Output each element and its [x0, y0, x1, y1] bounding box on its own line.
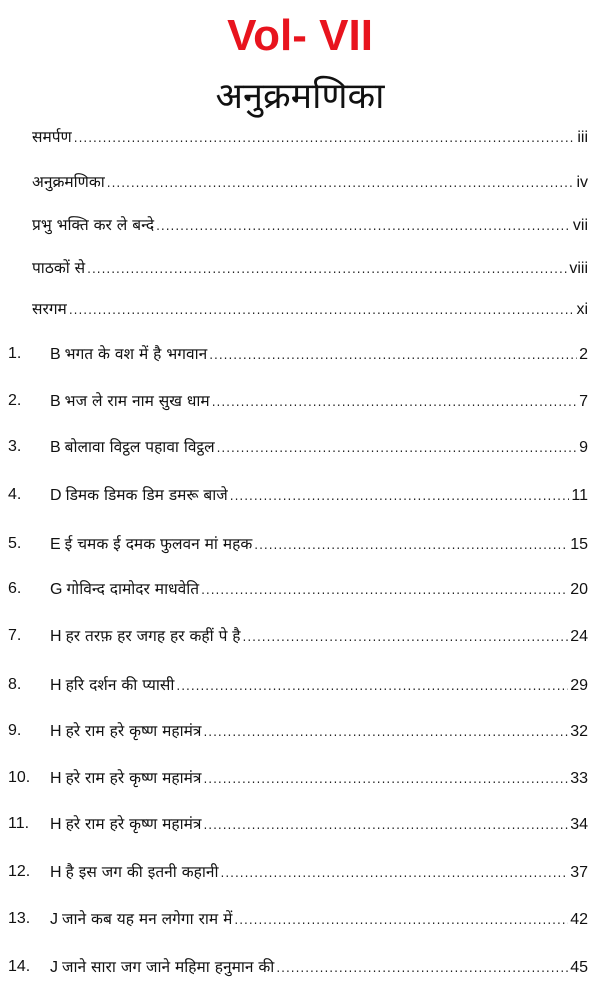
entry-page: vii: [572, 217, 588, 234]
toc-chapter-entry: [0, 433, 600, 461]
dot-leader: [217, 434, 577, 462]
chapter-title: हरे राम हरे कृष्ण महामंत्र: [65, 722, 202, 740]
chapter-page: 7: [579, 393, 588, 410]
chapter-page: 37: [570, 864, 588, 881]
dot-leader: [209, 341, 577, 369]
volume-title: Vol- VII: [227, 11, 373, 60]
chapter-title: हरे राम हरे कृष्ण महामंत्र: [65, 769, 202, 787]
dot-leader: [234, 906, 568, 934]
chapter-letter: B: [50, 393, 61, 410]
toc-front-entry: [0, 254, 600, 282]
chapter-number: 12.: [8, 863, 31, 880]
chapter-letter: B: [50, 439, 61, 456]
entry-title: अनुक्रमणिका: [32, 173, 105, 191]
toc-chapter-entry: [0, 810, 600, 838]
chapter-letter: H: [50, 864, 62, 881]
chapter-title: हरे राम हरे कृष्ण महामंत्र: [65, 815, 202, 833]
chapter-number: 11.: [8, 815, 30, 832]
toc-chapter-entry: [0, 671, 600, 699]
dot-leader: [203, 765, 568, 793]
dot-leader: [203, 811, 568, 839]
toc-chapter-entry: [0, 953, 600, 981]
chapter-title: गोविन्द दामोदर माधवेति: [66, 580, 200, 598]
chapter-title: जाने सारा जग जाने महिमा हनुमान की: [62, 958, 275, 976]
toc-chapter-entry: [0, 764, 600, 792]
entry-page: viii: [569, 260, 588, 277]
entry-title: प्रभु भक्ति कर ले बन्दे: [32, 216, 155, 234]
chapter-page: 24: [570, 628, 588, 645]
chapter-number: 2.: [8, 392, 22, 409]
entry-title: सरगम: [32, 300, 67, 318]
chapter-number: 5.: [8, 535, 22, 552]
toc-chapter-entry: [0, 858, 600, 886]
toc-chapter-entry: [0, 340, 600, 368]
chapter-page: 42: [570, 911, 588, 928]
chapter-number: 7.: [8, 627, 22, 644]
chapter-title: हर तरफ़ हर जगह हर कहीं पे है: [65, 627, 241, 645]
toc-chapter-entry: [0, 575, 600, 603]
dot-leader: [254, 531, 568, 559]
chapter-page: 2: [579, 346, 588, 363]
toc-chapter-entry: [0, 905, 600, 933]
entry-page: iv: [576, 174, 588, 191]
entry-page: iii: [577, 129, 588, 146]
chapter-page: 29: [570, 677, 588, 694]
toc-front-entry: [0, 295, 600, 323]
toc-chapter-entry: [0, 530, 600, 558]
chapter-letter: H: [50, 770, 62, 787]
dot-leader: [212, 388, 577, 416]
chapter-title: ई चमक ई दमक फुलवन मां महक: [64, 535, 253, 553]
chapter-page: 32: [570, 723, 588, 740]
chapter-page: 11: [571, 487, 588, 504]
dot-leader: [69, 296, 575, 324]
entry-page: xi: [576, 301, 588, 318]
entry-title: समर्पण: [32, 128, 72, 146]
chapter-page: 20: [570, 581, 588, 598]
chapter-letter: H: [50, 723, 62, 740]
dot-leader: [276, 954, 568, 982]
dot-leader: [87, 255, 567, 283]
entry-title: पाठकों से: [32, 259, 86, 277]
chapter-title: है इस जग की इतनी कहानी: [65, 863, 219, 881]
toc-front-entry: [0, 123, 600, 151]
chapter-page: 34: [570, 816, 588, 833]
toc-chapter-entry: [0, 622, 600, 650]
toc-chapter-entry: [0, 481, 600, 509]
chapter-number: 4.: [8, 486, 22, 503]
chapter-number: 3.: [8, 438, 22, 455]
chapter-number: 10.: [8, 769, 31, 786]
chapter-page: 33: [570, 770, 588, 787]
dot-leader: [243, 623, 569, 651]
chapter-title: हरि दर्शन की प्यासी: [65, 676, 175, 694]
chapter-letter: J: [50, 911, 58, 928]
chapter-page: 45: [570, 959, 588, 976]
chapter-letter: G: [50, 581, 63, 598]
index-heading: अनुक्रमणिका: [215, 76, 385, 117]
dot-leader: [176, 672, 568, 700]
chapter-number: 14.: [8, 958, 31, 975]
toc-chapter-entry: [0, 387, 600, 415]
chapter-title: भगत के वश में है भगवान: [64, 345, 208, 363]
chapter-letter: H: [50, 628, 62, 645]
toc-front-entry: [0, 211, 600, 239]
chapter-letter: E: [50, 536, 61, 553]
chapter-number: 13.: [8, 910, 31, 927]
chapter-page: 9: [579, 439, 588, 456]
chapter-letter: D: [50, 487, 62, 504]
chapter-letter: H: [50, 816, 62, 833]
chapter-number: 1.: [8, 345, 22, 362]
dot-leader: [201, 576, 568, 604]
chapter-number: 6.: [8, 580, 22, 597]
dot-leader: [156, 212, 571, 240]
chapter-page: 15: [570, 536, 588, 553]
chapter-letter: B: [50, 346, 61, 363]
chapter-letter: H: [50, 677, 62, 694]
toc-front-entry: [0, 168, 600, 196]
chapter-title: जाने कब यह मन लगेगा राम में: [62, 910, 233, 928]
dot-leader: [221, 859, 569, 887]
dot-leader: [107, 169, 575, 197]
toc-chapter-entry: [0, 717, 600, 745]
chapter-title: डिमक डिमक डिम डमरू बाजे: [65, 486, 228, 504]
dot-leader: [230, 482, 570, 510]
chapter-number: 8.: [8, 676, 22, 693]
chapter-number: 9.: [8, 722, 22, 739]
chapter-title: भज ले राम नाम सुख धाम: [64, 392, 210, 410]
chapter-letter: J: [50, 959, 58, 976]
dot-leader: [203, 718, 568, 746]
chapter-title: बोलावा विट्ठल पहावा विट्ठल: [64, 438, 215, 456]
dot-leader: [74, 124, 576, 152]
